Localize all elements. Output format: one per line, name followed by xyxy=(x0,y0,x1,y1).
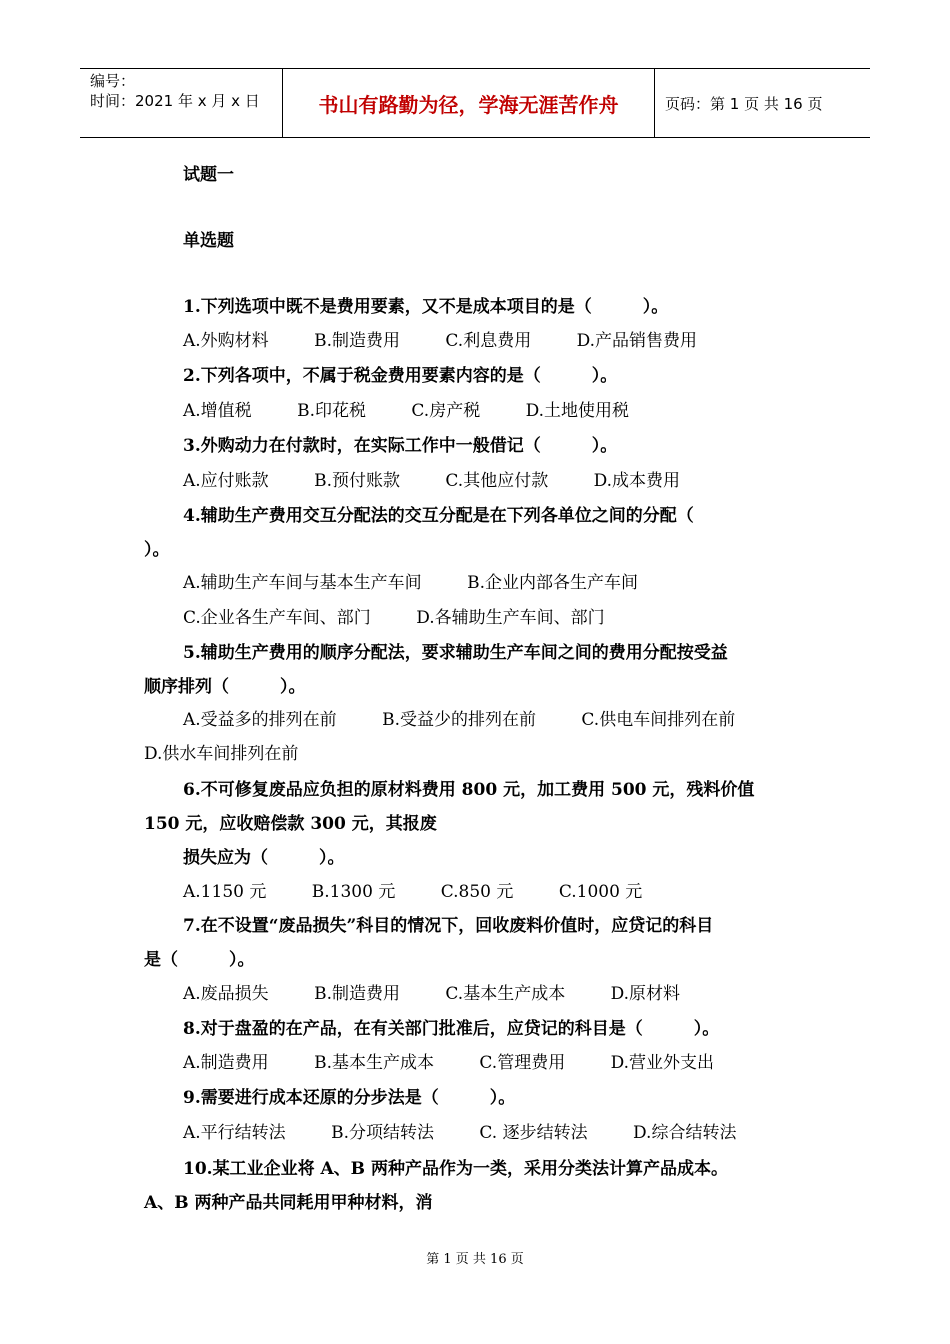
option: D.原材料 xyxy=(610,984,681,1004)
option: D.各辅助生产车间、部门 xyxy=(416,608,605,628)
option: B.受益少的排列在前 xyxy=(382,710,536,730)
question-4-stem: 4.辅助生产费用交互分配法的交互分配是在下列各单位之间的分配（ xyxy=(183,506,694,526)
option: D.综合结转法 xyxy=(633,1123,737,1143)
question-2-stem: 2.下列各项中，不属于税金费用要素内容的是（ ）。 xyxy=(183,366,618,386)
question-10-stem-cont: A、B 两种产品共同耗用甲种材料，消 xyxy=(144,1193,433,1213)
header-table xyxy=(80,68,870,138)
option: D.供水车间排列在前 xyxy=(144,744,299,764)
option: A.增值税 xyxy=(183,401,252,421)
option: C.利息费用 xyxy=(445,331,532,351)
option: A.1150 元 xyxy=(183,882,267,902)
option: A.废品损失 xyxy=(183,984,269,1004)
question-4-options-row1 xyxy=(183,568,638,593)
option: A.外购材料 xyxy=(183,331,269,351)
question-8-options xyxy=(183,1048,714,1073)
question-1-stem: 1.下列选项中既不是费用要素，又不是成本项目的是（ ）。 xyxy=(183,297,669,317)
option: A.受益多的排列在前 xyxy=(183,710,337,730)
question-6-stem-cont2: 损失应为（ ）。 xyxy=(183,848,345,868)
page-footer: 第 1 页 共 16 页 xyxy=(426,1252,524,1267)
option: C.基本生产成本 xyxy=(445,984,566,1004)
option: A.平行结转法 xyxy=(183,1123,286,1143)
option: C. 逐步结转法 xyxy=(479,1123,588,1143)
option: C.1000 元 xyxy=(558,882,643,902)
option: A.制造费用 xyxy=(183,1053,269,1073)
option: A.辅助生产车间与基本生产车间 xyxy=(183,573,422,593)
question-9-options xyxy=(183,1118,736,1143)
option: B.制造费用 xyxy=(314,984,400,1004)
question-10-stem: 10.某工业企业将 A、B 两种产品作为一类，采用分类法计算产品成本。 xyxy=(183,1159,728,1179)
question-5-stem: 5.辅助生产费用的顺序分配法，要求辅助生产车间之间的费用分配按受益 xyxy=(183,643,728,663)
option: C.其他应付款 xyxy=(445,471,549,491)
question-1-options xyxy=(183,326,697,351)
question-7-options xyxy=(183,979,680,1004)
option: B.印花税 xyxy=(297,401,366,421)
option: D.营业外支出 xyxy=(610,1053,715,1073)
question-8-stem: 8.对于盘盈的在产品，在有关部门批准后，应贷记的科目是（ ）。 xyxy=(183,1019,720,1039)
page-info: 页码：第 1 页 共 16 页 xyxy=(665,94,823,113)
question-9-stem: 9.需要进行成本还原的分步法是（ ）。 xyxy=(183,1088,516,1108)
option: D.土地使用税 xyxy=(525,401,630,421)
question-5-stem-cont: 顺序排列（ ）。 xyxy=(144,677,306,697)
time-label: 时间：2021 年 x 月 x 日 xyxy=(90,92,260,110)
question-5-options-row2 xyxy=(144,739,298,764)
option: D.成本费用 xyxy=(593,471,681,491)
number-label: 编号： xyxy=(90,72,136,90)
question-4-stem-cont: ）。 xyxy=(144,540,170,560)
option: B.分项结转法 xyxy=(331,1123,434,1143)
question-3-options xyxy=(183,466,680,491)
question-3-stem: 3.外购动力在付款时，在实际工作中一般借记（ ）。 xyxy=(183,436,618,456)
option: C.850 元 xyxy=(440,882,514,902)
option: C.供电车间排列在前 xyxy=(581,710,736,730)
question-7-stem-cont: 是（ ）。 xyxy=(144,950,255,970)
question-4-options-row2 xyxy=(183,603,605,628)
question-7-stem: 7.在不设置“废品损失”科目的情况下，回收废料价值时，应贷记的科目 xyxy=(183,916,714,936)
option: C.企业各生产车间、部门 xyxy=(183,608,371,628)
option: D.产品销售费用 xyxy=(576,331,698,351)
option: B.预付账款 xyxy=(314,471,400,491)
motto: 书山有路勤为径，学海无涯苦作舟 xyxy=(282,69,655,137)
question-5-options-row1 xyxy=(183,705,735,730)
question-6-stem: 6.不可修复废品应负担的原材料费用 800 元，加工费用 500 元，残料价值 xyxy=(183,780,755,800)
option: B.1300 元 xyxy=(311,882,396,902)
header-left-cell xyxy=(80,69,282,137)
section-title: 试题一 xyxy=(183,165,234,185)
option: A.应付账款 xyxy=(183,471,269,491)
question-6-stem-cont: 150 元，应收赔偿款 300 元，其报废 xyxy=(144,814,437,834)
option: B.制造费用 xyxy=(314,331,400,351)
option: C.管理费用 xyxy=(479,1053,566,1073)
option: B.企业内部各生产车间 xyxy=(467,573,638,593)
question-6-options xyxy=(183,877,642,902)
option: B.基本生产成本 xyxy=(314,1053,434,1073)
option: C.房产税 xyxy=(411,401,481,421)
subsection-title: 单选题 xyxy=(183,231,234,251)
question-2-options xyxy=(183,396,629,421)
